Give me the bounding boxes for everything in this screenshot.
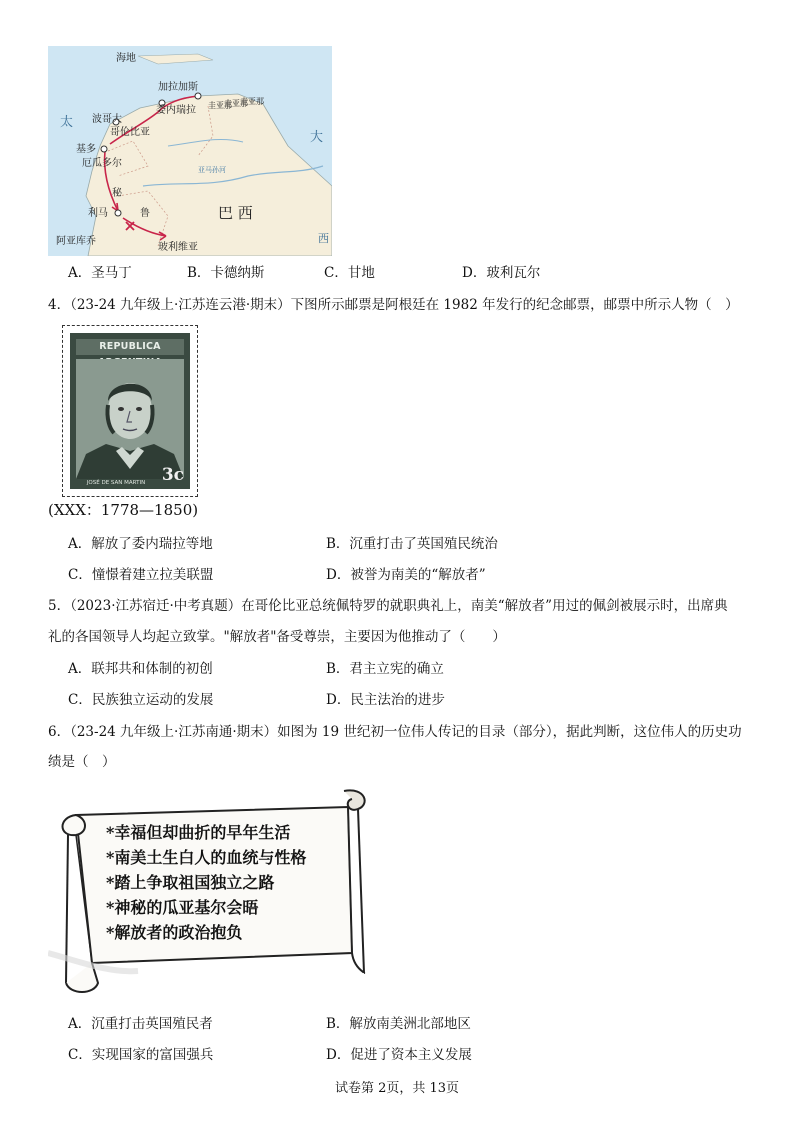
q6-option-a: A．沉重打击英国殖民者	[68, 1016, 213, 1032]
stamp-header: REPUBLICA	[76, 339, 184, 355]
map-label: 哥伦比亚	[110, 127, 150, 138]
page-footer: 试卷第 2页，共 13页	[334, 1081, 460, 1096]
south-america-route-map	[48, 46, 332, 256]
map-label: 波哥大	[92, 114, 122, 125]
q5-option-a: A．联邦共和体制的初创	[68, 661, 213, 677]
map-label: 太	[60, 115, 74, 130]
map-label: 圭亚那	[224, 99, 248, 108]
q6-option-d: D．促进了资本主义发展	[326, 1047, 472, 1063]
map-label: 西	[318, 232, 329, 245]
q6-stem-line1: 6．（23-24 九年级上·江苏南通·期末）如图为 19 世纪初一位伟人传记的目录（部分），据此判断，这位伟人的历史功	[48, 724, 742, 740]
map-label: 圭亚那	[240, 97, 264, 106]
q5-stem-line1: 5．（2023·江苏宿迁·中考真题）在哥伦比亚总统佩特罗的就职典礼上，南美“解放者”用过的佩剑被展示时，出席典	[48, 598, 728, 614]
scroll-item: *神秘的瓜亚基尔会晤	[106, 898, 259, 917]
q6-stem-line2: 绩是（ ）	[48, 754, 116, 770]
map-graphic	[48, 46, 332, 256]
argentina-stamp	[62, 325, 198, 497]
map-label: 鲁	[140, 208, 150, 219]
biography-scroll	[48, 783, 388, 993]
q4-option-c: C．憧憬着建立拉美联盟	[68, 567, 214, 583]
city-dot-lima	[115, 210, 121, 216]
map-label: 厄瓜多尔	[82, 158, 122, 169]
map-label: 巴 西	[218, 204, 253, 222]
q6-option-c: C．实现国家的富国强兵	[68, 1047, 214, 1063]
q5-option-b: B．君主立宪的确立	[326, 661, 444, 677]
portrait-graphic	[76, 359, 184, 479]
map-label: 基多	[76, 144, 96, 155]
map-label: 利马	[88, 208, 108, 219]
q4-option-a: A．解放了委内瑞拉等地	[68, 536, 213, 552]
scroll-item: *踏上争取祖国独立之路	[106, 873, 275, 892]
stamp-value: 3c	[161, 465, 184, 485]
map-label: 阿亚库乔	[56, 236, 96, 247]
scroll-item: *幸福但却曲折的早年生活	[106, 823, 291, 842]
map-label: 秘	[112, 188, 122, 199]
scroll-item: *解放者的政治抱负	[106, 923, 243, 942]
map-label: 加拉加斯	[158, 82, 198, 93]
q4-caption: (XXX：1778—1850)	[48, 501, 199, 519]
continent-land	[86, 94, 332, 256]
stamp-footer: JOSÉ DE SAN MARTIN	[86, 480, 146, 486]
caribbean-island	[138, 54, 213, 64]
q3-option-a: A．圣马丁	[68, 265, 132, 281]
q5-option-d: D．民主法治的进步	[326, 692, 445, 708]
map-label: 玻利维亚	[158, 242, 198, 253]
q4-stem: 4．（23-24 九年级上·江苏连云港·期末）下图所示邮票是阿根廷在 1982 年发行的纪念邮票，邮票中所示人物（ ）	[48, 297, 739, 313]
city-dot-quito	[101, 146, 107, 152]
map-label: 亚马孙河	[198, 166, 226, 174]
q5-stem-line2: 礼的各国领导人均起立致掌。"解放者"备受尊崇，主要因为他推动了（ ）	[48, 629, 506, 645]
q5-option-c: C．民族独立运动的发展	[68, 692, 214, 708]
map-label: 海地	[116, 53, 136, 64]
city-dot-caracas	[195, 93, 201, 99]
map-label: 委内瑞拉	[156, 105, 196, 116]
q6-option-b: B．解放南美洲北部地区	[326, 1016, 471, 1032]
q3-option-c: C．甘地	[324, 265, 375, 281]
stamp-body	[70, 333, 190, 489]
scroll-item: *南美土生白人的血统与性格	[106, 848, 307, 867]
q3-option-b: B．卡德纳斯	[187, 265, 265, 281]
q4-option-d: D．被誉为南美的“解放者”	[326, 567, 486, 583]
q4-option-b: B．沉重打击了英国殖民统治	[326, 536, 498, 552]
map-label: 圭亚那	[208, 101, 232, 110]
q3-option-d: D．玻利瓦尔	[462, 265, 541, 281]
map-label: 大	[310, 130, 324, 145]
stamp-portrait	[76, 359, 184, 479]
